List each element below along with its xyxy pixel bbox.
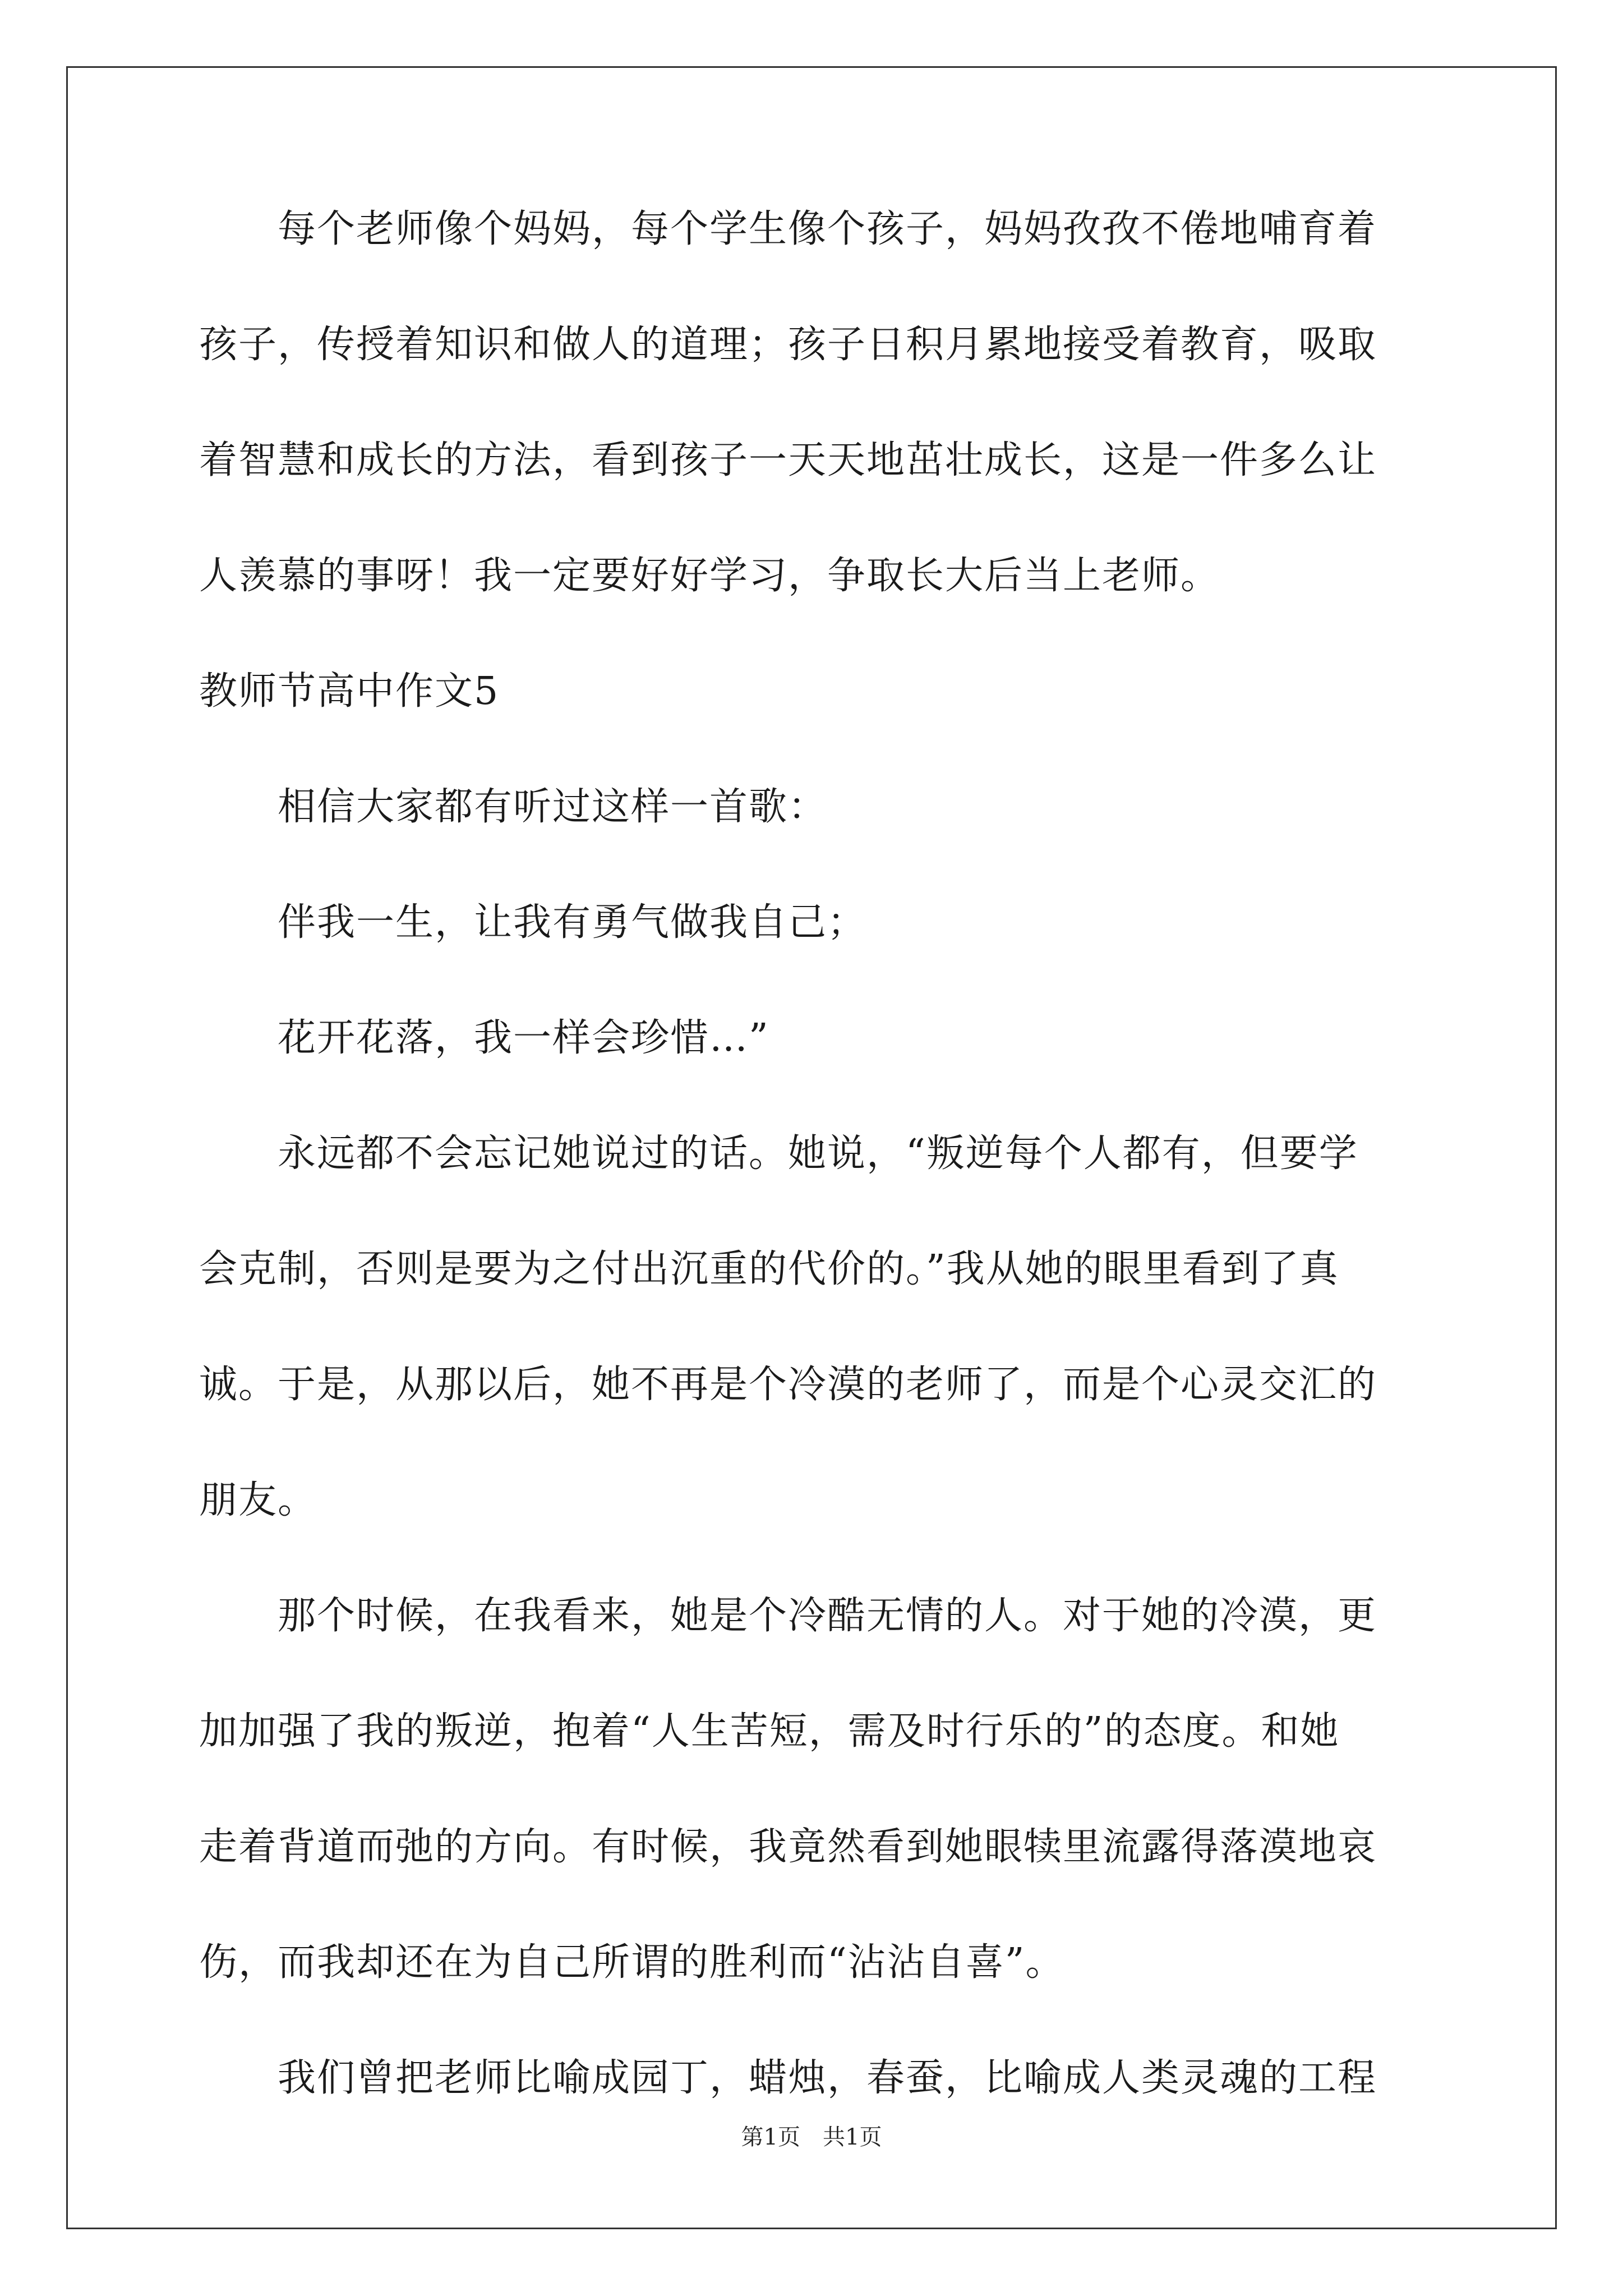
text-line: 人羡慕的事呀！我一定要好好学习，争取长大后当上老师。 [199,554,1220,598]
text-line: 那个时候，在我看来，她是个冷酷无情的人。对于她的冷漠，更 [199,1594,1377,1638]
section-heading: 教师节高中作文5 [199,669,500,714]
text-line: 花开花落，我一样会珍惜…” [199,1016,769,1060]
text-line: 着智慧和成长的方法，看到孩子一天天地茁壮成长，这是一件多么让 [199,438,1377,482]
text-line: 孩子，传授着知识和做人的道理；孩子日积月累地接受着教育，吸取 [199,323,1377,367]
text-line: 伴我一生，让我有勇气做我自己； [199,900,867,945]
text-line: 朋友。 [199,1478,317,1522]
text-line: 我们曾把老师比喻成园丁，蜡烛，春蚕，比喻成人类灵魂的工程 [199,2056,1377,2100]
text-line: 诚。于是，从那以后，她不再是个冷漠的老师了，而是个心灵交汇的 [199,1363,1377,1407]
text-line: 每个老师像个妈妈，每个学生像个孩子，妈妈孜孜不倦地哺育着 [199,207,1377,251]
text-line: 伤，而我却还在为自己所谓的胜利而“沾沾自喜”。 [199,1940,1065,1985]
text-line: 会克制，否则是要为之付出沉重的代价的。”我从她的眼里看到了真 [199,1247,1339,1291]
text-line: 永远都不会忘记她说过的话。她说，“叛逆每个人都有，但要学 [199,1131,1358,1176]
text-line: 加加强了我的叛逆，抱着“人生苦短，需及时行乐的”的态度。和她 [199,1709,1340,1754]
text-line: 走着背道而弛的方向。有时候，我竟然看到她眼犊里流露得落漠地哀 [199,1825,1377,1869]
page-footer: 第1页 共1页 [741,2124,882,2150]
text-line: 相信大家都有听过这样一首歌： [199,785,828,829]
